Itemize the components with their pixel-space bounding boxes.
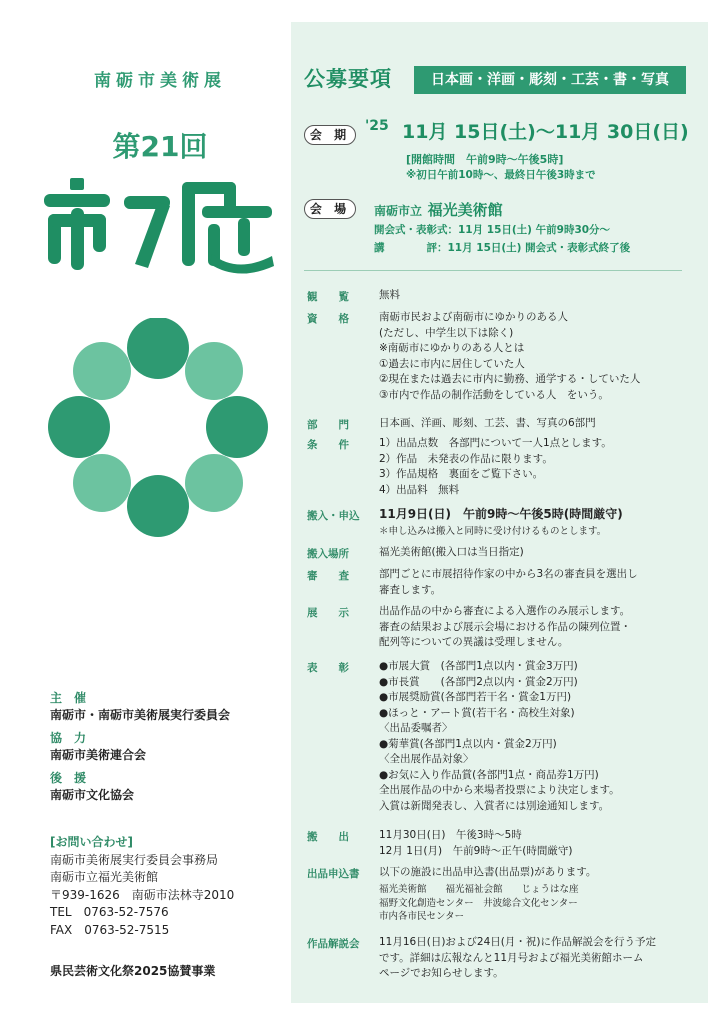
venue-prefix: 南砺市立 <box>374 204 423 218</box>
contact-line: 南砺市美術展実行委員会事務局 <box>50 852 219 867</box>
contact-line: TEL 0763-52-7576 <box>50 905 169 919</box>
footer-note: 県民芸術文化祭2025協賛事業 <box>50 964 216 978</box>
section-line: ●市長賞 (各部門2点以内・賞金2万円) <box>379 675 578 688</box>
sponsor-block <box>50 690 285 804</box>
sponsor-label: 後 援 <box>50 771 87 785</box>
section-lines <box>379 883 579 924</box>
section-line: です。詳細は広報なんと11月号および福光美術館ホーム <box>379 951 644 964</box>
section-lines <box>379 310 640 403</box>
facility-line: 福光美術館 福光福祉会館 じょうはな座 <box>379 884 579 895</box>
section-line: 2）作品 未発表の作品に限ります。 <box>379 452 553 465</box>
contact-line: FAX 0763-52-7515 <box>50 922 170 937</box>
section-line: 11月16日(日)および24日(月・祝)に作品解説会を行う予定 <box>379 936 656 948</box>
section-line: ●お気に入り作品賞(各部門1点・商品券1万円) <box>379 768 599 781</box>
section-line: 配列等についての異議は受理しません。 <box>379 636 569 648</box>
section-line: 以下の施設に出品申込書(出品票)があります。 <box>379 866 597 878</box>
section-line: ページでお知らせします。 <box>379 967 504 979</box>
contact-line: 〒939-1626 南砺市法林寺2010 <box>50 887 235 902</box>
period-dates: 11月 15日(土)～11月 30日(日) <box>402 121 689 143</box>
sponsor-label: 協 力 <box>50 731 87 745</box>
logo <box>42 178 278 274</box>
section-label: 搬入・申込 <box>307 510 360 522</box>
venue-name: 福光美術館 <box>427 201 503 219</box>
section-line: 12月 1日(月) 午前9時～正午(時間厳守) <box>379 844 573 857</box>
sponsor-support <box>50 770 285 804</box>
venue-label: 会 場 <box>304 199 356 219</box>
section-line: 11月30日(日) 午後3時～5時 <box>379 829 522 841</box>
section-line: (ただし、中学生以下は除く) <box>379 326 514 339</box>
divider <box>304 270 682 271</box>
section-line: 〈出品委嘱者〉 <box>379 722 453 734</box>
section-line: 4）出品料 無料 <box>379 483 460 496</box>
delivery-note: ＊申し込みは搬入と同時に受け付けるものとします。 <box>379 526 607 537</box>
section-line: 南砺市民および南砺市にゆかりのある人 <box>379 311 568 323</box>
section-line: ●菊華賞(各部門1点以内・賞金2万円) <box>379 737 557 750</box>
section-line: ●ほっと・アート賞(若干名・高校生対象) <box>379 706 575 719</box>
section-line: 無料 <box>379 289 400 301</box>
section-label: 表 彰 <box>307 662 349 674</box>
sponsor-cooperation <box>50 730 285 764</box>
section-line: 3）作品規格 裏面をご覧下さい。 <box>379 468 544 480</box>
sponsor-value: 南砺市文化協会 <box>50 788 135 802</box>
section-lines <box>379 436 612 498</box>
sponsor-value: 南砺市・南砺市美術展実行委員会 <box>50 708 231 722</box>
facility-line: 福野文化創造センター 井波総合文化センター <box>379 897 578 909</box>
sponsor-value: 南砺市美術連合会 <box>50 748 147 762</box>
section-label: 展 示 <box>307 607 349 619</box>
sponsor-host <box>50 690 285 724</box>
contact-line: 南砺市立福光美術館 <box>50 870 159 884</box>
section-label: 条 件 <box>307 439 349 451</box>
section-line: 1）出品点数 各部門について一人1点とします。 <box>379 437 612 449</box>
section-label: 作品解説会 <box>307 938 360 950</box>
section-label: 審 査 <box>307 570 349 582</box>
section-label: 搬入場所 <box>307 548 349 560</box>
section-line: 出品作品の中から審査による入選作のみ展示します。 <box>379 605 631 617</box>
section-line: 日本画、洋画、彫刻、工芸、書、写真の6部門 <box>379 417 596 429</box>
section-line: ②現在または過去に市内に勤務、通学する・していた人 <box>379 373 641 385</box>
section-label: 搬 出 <box>307 831 349 843</box>
section-label: 部 門 <box>307 419 349 431</box>
section-line: ●市展奨励賞(各部門若干名・賞金1万円) <box>379 691 572 703</box>
edition-title: 第21回 <box>112 130 208 163</box>
delivery-date: 11月9日(日) 午前9時～午後5時(時間厳守) <box>379 507 623 521</box>
section-line: 入賞は新聞発表し、入賞者には別途通知します。 <box>379 799 610 812</box>
section-label: 出品申込書 <box>307 868 360 880</box>
section-lines <box>379 567 638 598</box>
section-line: 審査します。 <box>379 583 442 596</box>
venue-ceremony: 開会式・表彰式：11月 15日(土) 午前9時30分～ <box>374 224 611 236</box>
section-lines <box>379 659 620 814</box>
section-line: 審査の結果および展示会場における作品の陳列位置・ <box>379 620 631 633</box>
section-line: ①過去に市内に居住していた人 <box>379 357 525 370</box>
section-line: ●市展大賞 (各部門1点以内・賞金3万円) <box>379 660 578 672</box>
facility-line: 市内各市民センター <box>379 911 465 922</box>
section-lines <box>379 604 631 651</box>
recruit-title: 公募要項 <box>304 67 392 91</box>
opening-hours: [開館時間 午前9時～午後5時] <box>406 153 564 166</box>
contact-heading: [お問い合わせ] <box>50 835 133 849</box>
section-label: 資 格 <box>307 313 349 325</box>
section-label: 観 覧 <box>307 291 349 303</box>
sponsor-label: 主 催 <box>50 691 87 705</box>
period-label: 会 期 <box>304 125 356 145</box>
venue-name-line <box>374 199 503 220</box>
venue-review: 講 評：11月 15日(土) 開会式・表彰式終了後 <box>374 242 631 254</box>
hours-note: ※初日午前10時～、最終日午後3時まで <box>406 169 596 181</box>
section-line: 全出展作品の中から来場者投票により決定します。 <box>379 784 620 796</box>
categories-banner: 日本画・洋画・彫刻・工芸・書・写真 <box>414 66 686 94</box>
period-year: '25 <box>365 118 389 134</box>
section-line: ※南砺市にゆかりのある人とは <box>379 342 525 354</box>
section-lines <box>379 935 656 982</box>
ring-of-circles <box>48 318 268 538</box>
section-line: 〈全出展作品対象〉 <box>379 753 474 765</box>
section-lines <box>379 828 572 859</box>
section-line: 部門ごとに市展招待作家の中から3名の審査員を選出し <box>379 568 638 580</box>
contact-block <box>50 834 285 939</box>
section-line: ③市内で作品の制作活動をしている人 をいう。 <box>379 388 609 401</box>
org-title: 南砺市美術展 <box>94 71 226 91</box>
section-line: 福光美術館(搬入口は当日指定) <box>379 546 524 558</box>
